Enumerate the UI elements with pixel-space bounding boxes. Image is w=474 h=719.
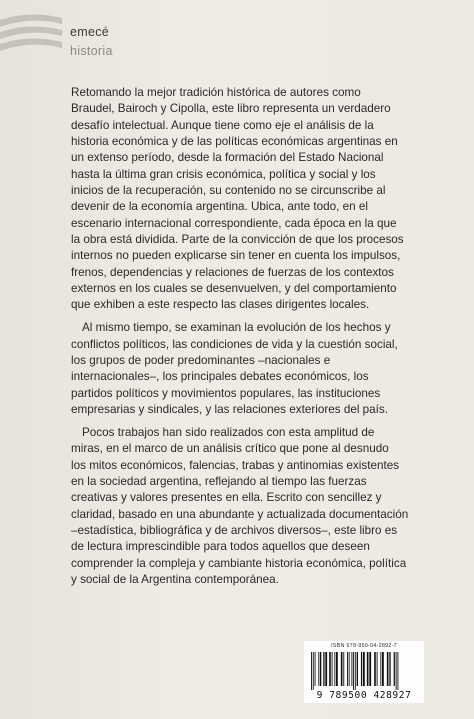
barcode-bar: [320, 652, 321, 686]
barcode-bar: [382, 652, 384, 686]
barcode-bar: [351, 652, 352, 686]
barcode-bar: [341, 652, 343, 686]
barcode-bar: [397, 652, 398, 690]
barcode-bar: [377, 652, 378, 686]
barcode-bar: [374, 652, 376, 686]
barcode-number: 9 789500 428927: [316, 690, 412, 701]
barcode-bar: [336, 652, 338, 686]
collection-name: historia: [70, 44, 113, 58]
barcode-bar: [363, 652, 365, 686]
barcode-bar: [353, 652, 354, 690]
barcode-bar: [387, 652, 389, 686]
barcode-bar: [311, 652, 312, 690]
barcode-bar: [315, 652, 316, 686]
barcode-bar: [334, 652, 335, 686]
barcode-bar: [313, 652, 314, 690]
blurb-paragraph-2: Al mismo tiempo, se examinan la evolución de los hechos y conflictos políticos, las condiciones de vida y la cuestión social, los grupos de poder predominantes –nacionales e internacionales–, los principales debates económicos, los partidos políticos y movimientos populares, las instituciones empresarias y sindicales, y las relaciones exteriores del país.: [71, 321, 398, 417]
barcode-bar: [343, 652, 344, 686]
barcode-bar: [318, 652, 319, 686]
barcode-bars: [310, 652, 420, 690]
barcode-bar: [332, 652, 333, 686]
barcode-bar: [357, 652, 358, 686]
barcode-bar: [349, 652, 350, 686]
barcode-bar: [329, 652, 331, 686]
barcode-bar: [361, 652, 362, 686]
barcode-bar: [355, 652, 356, 690]
barcode-bar: [380, 652, 381, 686]
isbn-barcode: [304, 641, 424, 703]
barcode-bar: [325, 652, 327, 686]
barcode-bar: [347, 652, 348, 686]
barcode-bar: [367, 652, 369, 686]
blurb-paragraph-3: Pocos trabajos han sido realizados con esta amplitud de miras, en el marco de un análisis crítico que pone al desnudo los mitos económicos, falencias, trabas y antinomias existentes en la sociedad argentina, reflejando al tiempo las fuerzas creativas y valores presentes en ella. Escrito con sencillez y claridad, basado en una abundante y actualizada documentación –estadística, bibliográfica y de archivos diversos–, este libro es de lectura imprescindible para todos aquellos que deseen comprender la compleja y cambiante historia económica, política y social de la Argentina contemporánea.: [71, 425, 409, 586]
barcode-bar: [396, 652, 397, 690]
publisher-name: emecé: [70, 25, 110, 39]
barcode-bar: [323, 652, 324, 686]
barcode-bar: [394, 652, 395, 686]
blurb: [71, 85, 416, 595]
isbn-label: ISBN 978-950-04-2892-7: [331, 643, 397, 649]
barcode-bar: [369, 652, 371, 686]
publisher-stripes-logo-icon: [0, 0, 70, 62]
barcode-bar: [389, 652, 390, 686]
blurb-paragraph-1: Retomando la mejor tradición histórica de autores como Braudel, Bairoch y Cipolla, este libro representa un verdadero desafío intelectual. Aunque tiene como eje el análisis de la historia económica y de las políticas económicas argentinas en un extenso período, desde la formación del Estado Nacional hasta la última gran crisis económica, política y social y los inicios de la recuperación, su contenido no se circunscribe al devenir de la economía argentina. Ubica, ante todo, en el escenario internacional correspondiente, cada época en la que la obra está dividida. Parte de la convicción de que los procesos internos no pueden explicarse sin tener en cuenta los impulsos, frenos, dependencias y relaciones de fuerzas de los contextos externos en los cuales se desenvuelven, y del comportamiento que exhiben a este respecto las clases dirigentes locales.: [71, 86, 404, 312]
